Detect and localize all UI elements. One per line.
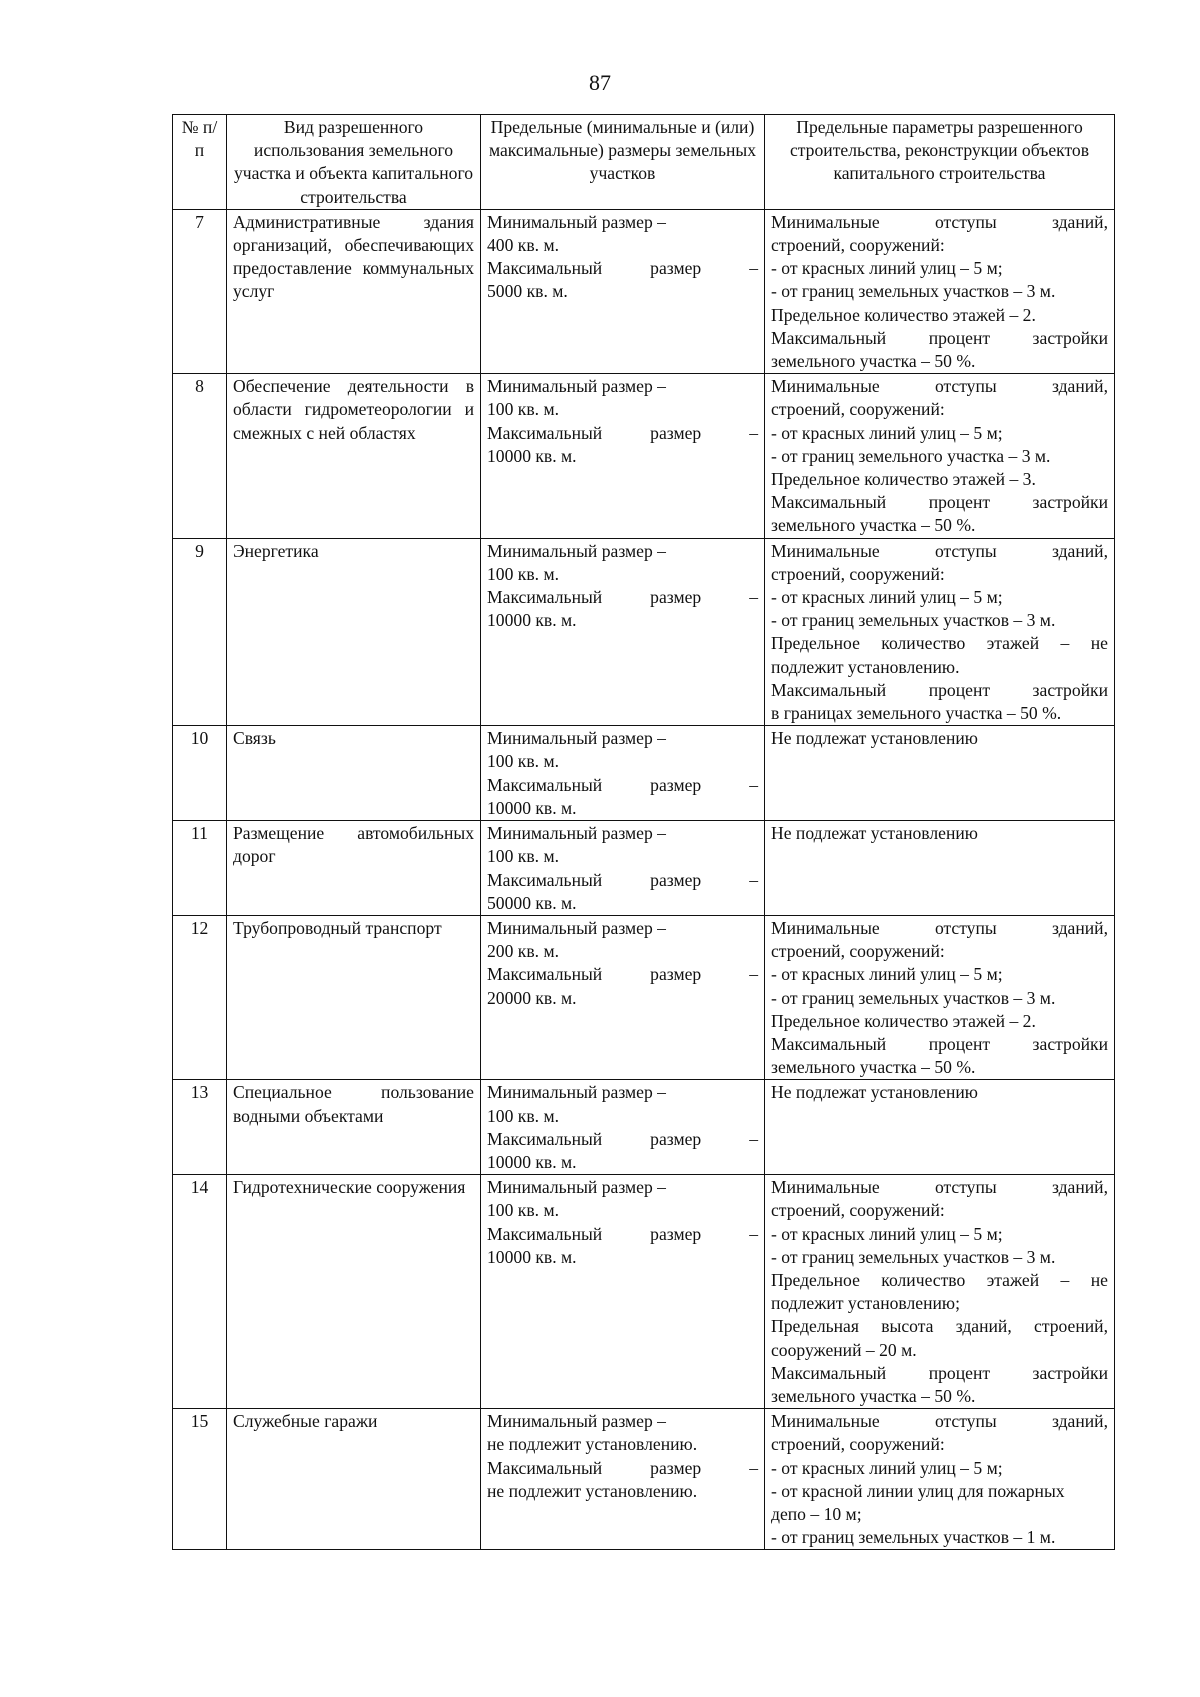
build-params-line: - от красной линии улиц для пожарных xyxy=(771,1480,1065,1501)
build-params-line: - от красных линий улиц – 5 м; xyxy=(771,587,1003,608)
plot-size-line: 10000 кв. м. xyxy=(487,1151,577,1172)
build-params-line: строений, сооружений: xyxy=(771,235,945,256)
build-params-line: сооружений – 20 м. xyxy=(771,1339,917,1360)
build-params-line: Предельное количество этажей – не xyxy=(771,633,1108,654)
build-params-line: Предельное количество этажей – 3. xyxy=(771,469,1036,490)
build-params-line: земельного участка – 50 %. xyxy=(771,351,976,372)
use-type-cell: Трубопроводный транспорт xyxy=(227,915,481,1079)
table-row xyxy=(173,374,1115,538)
plot-size-cell xyxy=(481,209,765,373)
plot-size-line: 100 кв. м. xyxy=(487,751,559,772)
row-number: 9 xyxy=(173,538,227,726)
build-params-line: в границах земельного участка – 50 %. xyxy=(771,703,1062,724)
plot-size-line: Максимальный размер – xyxy=(487,774,758,795)
build-params-line: строений, сооружений: xyxy=(771,563,945,584)
row-number: 12 xyxy=(173,915,227,1079)
build-params-line: - от красных линий улиц – 5 м; xyxy=(771,1223,1003,1244)
build-params-cell xyxy=(765,821,1115,916)
build-params-cell xyxy=(765,374,1115,538)
plot-size-line: Минимальный размер – xyxy=(487,1177,666,1198)
plot-size-line: Минимальный размер – xyxy=(487,540,666,561)
table-row xyxy=(173,538,1115,726)
plot-size-line: Минимальный размер – xyxy=(487,1082,666,1103)
row-number: 10 xyxy=(173,726,227,821)
build-params-line: - от красных линий улиц – 5 м; xyxy=(771,422,1003,443)
build-params-line: - от границ земельных участков – 3 м. xyxy=(771,281,1056,302)
build-params-line: строений, сооружений: xyxy=(771,1200,945,1221)
build-params-line: - от границ земельного участка – 3 м. xyxy=(771,445,1051,466)
plot-size-line: Минимальный размер – xyxy=(487,823,666,844)
table-row xyxy=(173,209,1115,373)
build-params-cell xyxy=(765,209,1115,373)
plot-size-cell xyxy=(481,1409,765,1550)
build-params-line: Минимальные отступы зданий, xyxy=(771,211,1108,232)
plot-size-line: Максимальный размер – xyxy=(487,964,758,985)
build-params-line: Максимальный процент застройки xyxy=(771,327,1108,348)
plot-size-line: Минимальный размер – xyxy=(487,917,666,938)
plot-size-line: 10000 кв. м. xyxy=(487,610,577,631)
plot-size-line: Максимальный размер – xyxy=(487,869,758,890)
row-number: 8 xyxy=(173,374,227,538)
build-params-line: земельного участка – 50 %. xyxy=(771,1385,976,1406)
row-number: 7 xyxy=(173,209,227,373)
build-params-line: строений, сооружений: xyxy=(771,941,945,962)
header-number: № п/п xyxy=(173,115,227,210)
build-params-line: Максимальный процент застройки xyxy=(771,1033,1108,1054)
build-params-line: Не подлежат установлению xyxy=(771,823,978,844)
plot-size-line: 50000 кв. м. xyxy=(487,892,577,913)
plot-size-cell xyxy=(481,1175,765,1409)
build-params-line: - от красных линий улиц – 5 м; xyxy=(771,964,1003,985)
plot-size-line: 100 кв. м. xyxy=(487,846,559,867)
build-params-cell xyxy=(765,1175,1115,1409)
build-params-line: Предельная высота зданий, строений, xyxy=(771,1316,1108,1337)
use-type-cell: Связь xyxy=(227,726,481,821)
page-number: 87 xyxy=(589,70,611,95)
table-row xyxy=(173,726,1115,821)
plot-size-line: 5000 кв. м. xyxy=(487,281,568,302)
build-params-line: Минимальные отступы зданий, xyxy=(771,917,1108,938)
plot-size-line: 200 кв. м. xyxy=(487,941,559,962)
build-params-cell xyxy=(765,1080,1115,1175)
use-type-cell: Энергетика xyxy=(227,538,481,726)
build-params-line: - от границ земельных участков – 3 м. xyxy=(771,610,1056,631)
table-row xyxy=(173,1080,1115,1175)
build-params-cell xyxy=(765,538,1115,726)
build-params-line: Максимальный процент застройки xyxy=(771,1362,1108,1383)
row-number: 15 xyxy=(173,1409,227,1550)
build-params-line: подлежит установлению. xyxy=(771,656,960,677)
plot-size-line: 100 кв. м. xyxy=(487,1200,559,1221)
build-params-cell xyxy=(765,1409,1115,1550)
build-params-cell xyxy=(765,915,1115,1079)
plot-size-cell xyxy=(481,538,765,726)
header-use-type: Вид разрешенного использования земельного участка и объекта капитального строительства xyxy=(227,115,481,210)
plot-size-line: не подлежит установлению. xyxy=(487,1434,698,1455)
build-params-line: - от границ земельных участков – 3 м. xyxy=(771,987,1056,1008)
plot-size-line: 10000 кв. м. xyxy=(487,445,577,466)
build-params-line: Не подлежат установлению xyxy=(771,1082,978,1103)
plot-size-cell xyxy=(481,821,765,916)
build-params-line: - от красных линий улиц – 5 м; xyxy=(771,1457,1003,1478)
plot-size-line: Минимальный размер – xyxy=(487,1411,666,1432)
build-params-line: подлежит установлению; xyxy=(771,1293,960,1314)
table-row xyxy=(173,1409,1115,1550)
table-row xyxy=(173,1175,1115,1409)
plot-size-line: 100 кв. м. xyxy=(487,1105,559,1126)
build-params-line: - от границ земельных участков – 3 м. xyxy=(771,1246,1056,1267)
row-number: 14 xyxy=(173,1175,227,1409)
table-row xyxy=(173,821,1115,916)
build-params-line: Предельное количество этажей – 2. xyxy=(771,304,1036,325)
use-type-cell: Размещение автомобильных дорог xyxy=(227,821,481,916)
plot-size-line: Минимальный размер – xyxy=(487,211,666,232)
plot-size-cell xyxy=(481,915,765,1079)
plot-size-line: Минимальный размер – xyxy=(487,728,666,749)
build-params-line: земельного участка – 50 %. xyxy=(771,1057,976,1078)
table-row xyxy=(173,915,1115,1079)
build-params-line: земельного участка – 50 %. xyxy=(771,515,976,536)
use-type-cell: Специальное пользование водными объектами xyxy=(227,1080,481,1175)
plot-size-cell xyxy=(481,374,765,538)
use-type-cell: Служебные гаражи xyxy=(227,1409,481,1550)
build-params-line: строений, сооружений: xyxy=(771,399,945,420)
row-number: 11 xyxy=(173,821,227,916)
build-params-line: Предельное количество этажей – не xyxy=(771,1269,1108,1290)
plot-size-line: Максимальный размер – xyxy=(487,258,758,279)
build-params-line: - от границ земельных участков – 1 м. xyxy=(771,1527,1056,1548)
use-type-cell: Обеспечение деятельности в области гидрометеорологии и смежных с ней областях xyxy=(227,374,481,538)
build-params-line: Максимальный процент застройки xyxy=(771,679,1108,700)
plot-size-line: 100 кв. м. xyxy=(487,563,559,584)
build-params-line: депо – 10 м; xyxy=(771,1503,862,1524)
build-params-line: Предельное количество этажей – 2. xyxy=(771,1010,1036,1031)
zoning-table xyxy=(172,114,1115,1550)
plot-size-line: Минимальный размер – xyxy=(487,376,666,397)
plot-size-line: 100 кв. м. xyxy=(487,399,559,420)
plot-size-line: Максимальный размер – xyxy=(487,1128,758,1149)
build-params-line: - от красных линий улиц – 5 м; xyxy=(771,258,1003,279)
build-params-line: строений, сооружений: xyxy=(771,1434,945,1455)
plot-size-line: 10000 кв. м. xyxy=(487,1246,577,1267)
build-params-line: Максимальный процент застройки xyxy=(771,492,1108,513)
plot-size-cell xyxy=(481,726,765,821)
build-params-line: Не подлежат установлению xyxy=(771,728,978,749)
plot-size-line: не подлежит установлению. xyxy=(487,1480,698,1501)
plot-size-line: 20000 кв. м. xyxy=(487,987,577,1008)
build-params-line: Минимальные отступы зданий, xyxy=(771,376,1108,397)
use-type-cell: Административные здания организаций, обеспечивающих предоставление коммунальных услуг xyxy=(227,209,481,373)
use-type-cell: Гидротехнические сооружения xyxy=(227,1175,481,1409)
header-plot-size: Предельные (минимальные и (или) максимальные) размеры земельных участков xyxy=(481,115,765,210)
plot-size-line: Максимальный размер – xyxy=(487,1457,758,1478)
plot-size-line: 400 кв. м. xyxy=(487,235,559,256)
plot-size-line: Максимальный размер – xyxy=(487,1223,758,1244)
build-params-line: Минимальные отступы зданий, xyxy=(771,1411,1108,1432)
header-build-params: Предельные параметры разрешенного строительства, реконструкции объектов капитального строительства xyxy=(765,115,1115,210)
build-params-line: Минимальные отступы зданий, xyxy=(771,1177,1108,1198)
plot-size-line: Максимальный размер – xyxy=(487,587,758,608)
plot-size-line: 10000 кв. м. xyxy=(487,797,577,818)
row-number: 13 xyxy=(173,1080,227,1175)
plot-size-cell xyxy=(481,1080,765,1175)
build-params-line: Минимальные отступы зданий, xyxy=(771,540,1108,561)
build-params-cell xyxy=(765,726,1115,821)
plot-size-line: Максимальный размер – xyxy=(487,422,758,443)
table-header-row xyxy=(173,115,1115,210)
